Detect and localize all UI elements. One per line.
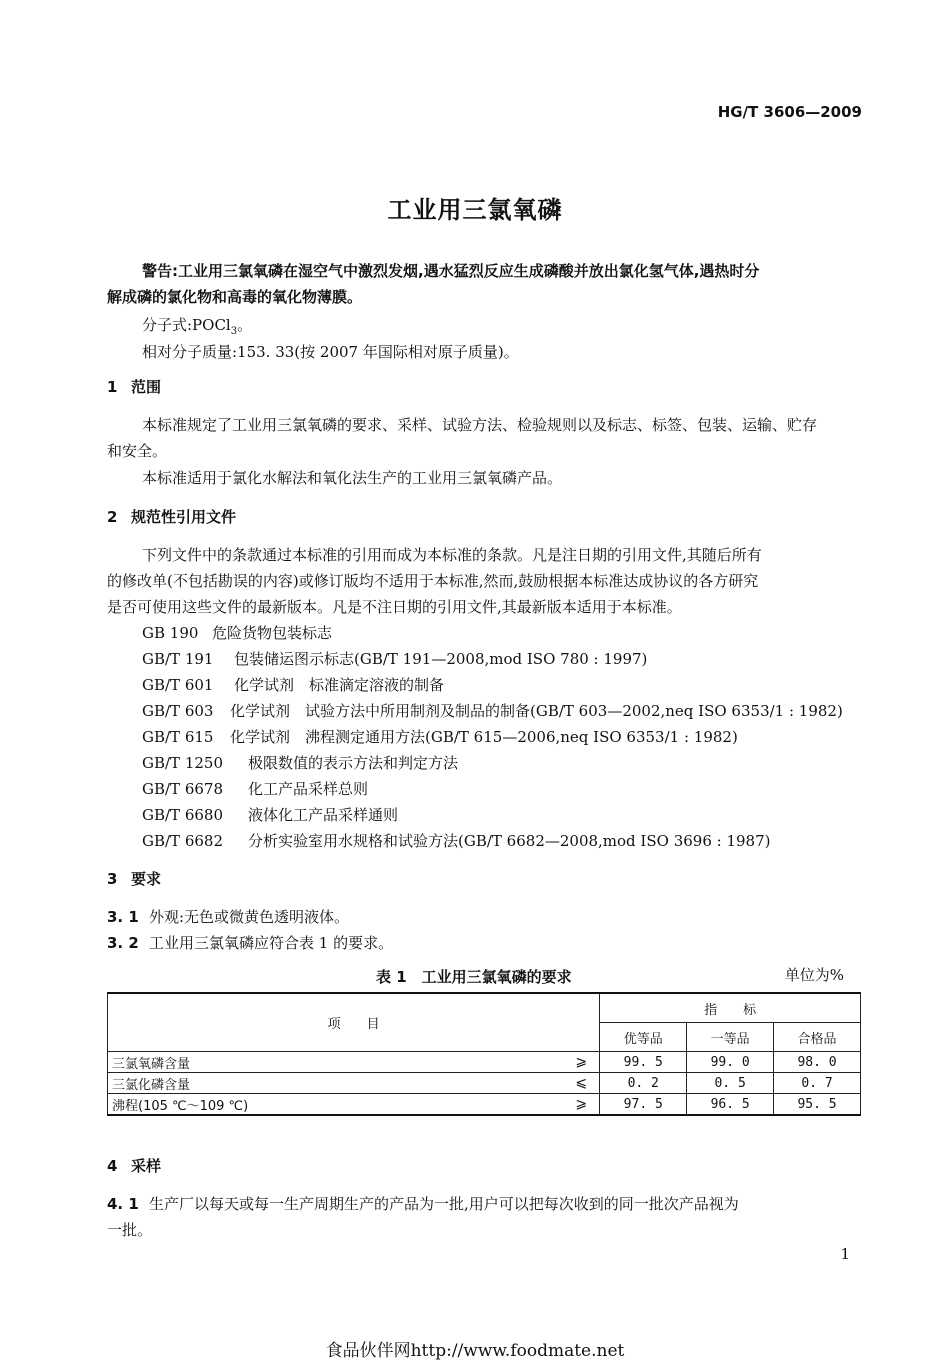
table-unit: 单位为% bbox=[784, 966, 844, 984]
reference-title: 包装储运图示标志(GB/T 191—2008,mod ISO 780 : 1997) bbox=[234, 650, 648, 668]
row-value: 98. 0 bbox=[774, 1052, 861, 1073]
section-2-paragraph-line-2: 的修改单(不包括勘误的内容)或修订版均不适用于本标准,然而,鼓励根据本标准达成协议的各方研究 bbox=[107, 572, 759, 590]
molecular-mass: 相对分子质量:153. 33(按 2007 年国际相对原子质量)。 bbox=[142, 343, 519, 361]
row-comparator: ⩽ bbox=[563, 1073, 600, 1094]
reference-item bbox=[142, 828, 770, 854]
section-3-heading bbox=[107, 868, 161, 889]
reference-title: 化学试剂 标准滴定溶液的制备 bbox=[234, 676, 445, 694]
row-value: 97. 5 bbox=[600, 1094, 687, 1116]
reference-item bbox=[142, 776, 368, 802]
header-grade: 优等品 bbox=[600, 1023, 687, 1052]
reference-code: GB 190 bbox=[142, 624, 199, 642]
reference-title: 极限数值的表示方法和判定方法 bbox=[248, 754, 459, 772]
warning-line-1: 警告:工业用三氯氧磷在湿空气中激烈发烟,遇水猛烈反应生成磷酸并放出氯化氢气体,遇热时分 bbox=[142, 262, 760, 280]
section-2-heading bbox=[107, 506, 236, 527]
warning-line-2: 解成磷的氯化物和高毒的氧化物薄膜。 bbox=[107, 288, 363, 306]
section-4-heading bbox=[107, 1155, 161, 1176]
row-item: 沸程(105 ℃～109 ℃) bbox=[108, 1094, 564, 1116]
reference-code: GB/T 6678 bbox=[142, 780, 224, 798]
section-1-paragraph-1a: 本标准规定了工业用三氯氧磷的要求、采样、试验方法、检验规则以及标志、标签、包装、运输、贮存 bbox=[142, 416, 818, 434]
reference-code: GB/T 6682 bbox=[142, 832, 224, 850]
reference-item bbox=[142, 802, 398, 828]
row-value: 99. 0 bbox=[687, 1052, 774, 1073]
reference-title: 化学试剂 试验方法中所用制剂及制品的制备(GB/T 603—2002,neq ISO 6353/1 : 1982) bbox=[230, 702, 843, 720]
reference-code: GB/T 615 bbox=[142, 728, 214, 746]
row-item: 三氯氧磷含量 bbox=[108, 1052, 564, 1073]
section-title: 要求 bbox=[131, 870, 162, 888]
clause-3-1 bbox=[107, 904, 349, 930]
reference-item bbox=[142, 672, 444, 698]
header-item: 项 目 bbox=[108, 993, 600, 1052]
section-number: 2 bbox=[107, 508, 118, 526]
reference-title: 化工产品采样总则 bbox=[248, 780, 369, 798]
row-value: 0. 2 bbox=[600, 1073, 687, 1094]
section-title: 范围 bbox=[131, 378, 162, 396]
reference-item bbox=[142, 620, 332, 646]
table-row bbox=[108, 1073, 861, 1094]
clause-number: 3. 1 bbox=[107, 908, 139, 926]
formula-suffix: 。 bbox=[237, 316, 253, 334]
row-value: 0. 7 bbox=[774, 1073, 861, 1094]
table-row bbox=[108, 1094, 861, 1116]
row-comparator: ⩾ bbox=[563, 1094, 600, 1116]
section-number: 3 bbox=[107, 870, 118, 888]
reference-title: 液体化工产品采样通则 bbox=[248, 806, 399, 824]
section-number: 1 bbox=[107, 378, 118, 396]
clause-text: 生产厂以每天或每一生产周期生产的产品为一批,用户可以把每次收到的同一批次产品视为 bbox=[149, 1195, 739, 1213]
footer-watermark[interactable]: 食品伙伴网http://www.foodmate.net bbox=[325, 1341, 625, 1361]
reference-item bbox=[142, 646, 647, 672]
section-title: 采样 bbox=[131, 1157, 162, 1175]
formula-subscript: 3 bbox=[230, 326, 238, 337]
header-grade: 合格品 bbox=[774, 1023, 861, 1052]
section-2-paragraph-line-3: 是否可使用这些文件的最新版本。凡是不注日期的引用文件,其最新版本适用于本标准。 bbox=[107, 598, 682, 616]
requirements-table bbox=[107, 992, 861, 1116]
clause-text: 工业用三氯氧磷应符合表 1 的要求。 bbox=[149, 934, 394, 952]
header-grade: 一等品 bbox=[687, 1023, 774, 1052]
header-index: 指 标 bbox=[600, 993, 861, 1023]
reference-code: GB/T 191 bbox=[142, 650, 214, 668]
clause-4-1 bbox=[107, 1191, 739, 1217]
reference-title: 危险货物包装标志 bbox=[212, 624, 333, 642]
row-value: 96. 5 bbox=[687, 1094, 774, 1116]
section-title: 规范性引用文件 bbox=[131, 508, 237, 526]
row-value: 0. 5 bbox=[687, 1073, 774, 1094]
reference-code: GB/T 603 bbox=[142, 702, 214, 720]
row-value: 99. 5 bbox=[600, 1052, 687, 1073]
clause-number: 3. 2 bbox=[107, 934, 139, 952]
reference-item bbox=[142, 724, 738, 750]
table-row bbox=[108, 1052, 861, 1073]
standard-code: HG/T 3606—2009 bbox=[717, 103, 862, 121]
clause-text: 外观:无色或微黄色透明液体。 bbox=[149, 908, 350, 926]
page-number: 1 bbox=[840, 1245, 850, 1263]
table-caption: 表 1 工业用三氯氧磷的要求 bbox=[376, 968, 572, 986]
clause-number: 4. 1 bbox=[107, 1195, 139, 1213]
clause-4-1-continuation: 一批。 bbox=[107, 1221, 153, 1239]
reference-code: GB/T 1250 bbox=[142, 754, 224, 772]
section-number: 4 bbox=[107, 1157, 118, 1175]
document-title: 工业用三氯氧磷 bbox=[387, 196, 563, 224]
section-1-heading bbox=[107, 376, 161, 397]
row-value: 95. 5 bbox=[774, 1094, 861, 1116]
section-1-paragraph-1b: 和安全。 bbox=[107, 442, 168, 460]
reference-title: 分析实验室用水规格和试验方法(GB/T 6682—2008,mod ISO 3696 : 1987) bbox=[248, 832, 771, 850]
section-2-paragraph-line-1: 下列文件中的条款通过本标准的引用而成为本标准的条款。凡是注日期的引用文件,其随后所有 bbox=[142, 546, 762, 564]
reference-code: GB/T 6680 bbox=[142, 806, 224, 824]
reference-item bbox=[142, 750, 458, 776]
section-1-paragraph-2: 本标准适用于氯化水解法和氧化法生产的工业用三氯氧磷产品。 bbox=[142, 469, 563, 487]
formula-prefix: 分子式:POCl bbox=[142, 316, 231, 334]
reference-code: GB/T 601 bbox=[142, 676, 214, 694]
row-comparator: ⩾ bbox=[563, 1052, 600, 1073]
table-header-row bbox=[108, 993, 861, 1023]
clause-3-2 bbox=[107, 930, 393, 956]
reference-title: 化学试剂 沸程测定通用方法(GB/T 615—2006,neq ISO 6353/1 : 1982) bbox=[230, 728, 738, 746]
reference-item bbox=[142, 698, 843, 724]
row-item: 三氯化磷含量 bbox=[108, 1073, 564, 1094]
